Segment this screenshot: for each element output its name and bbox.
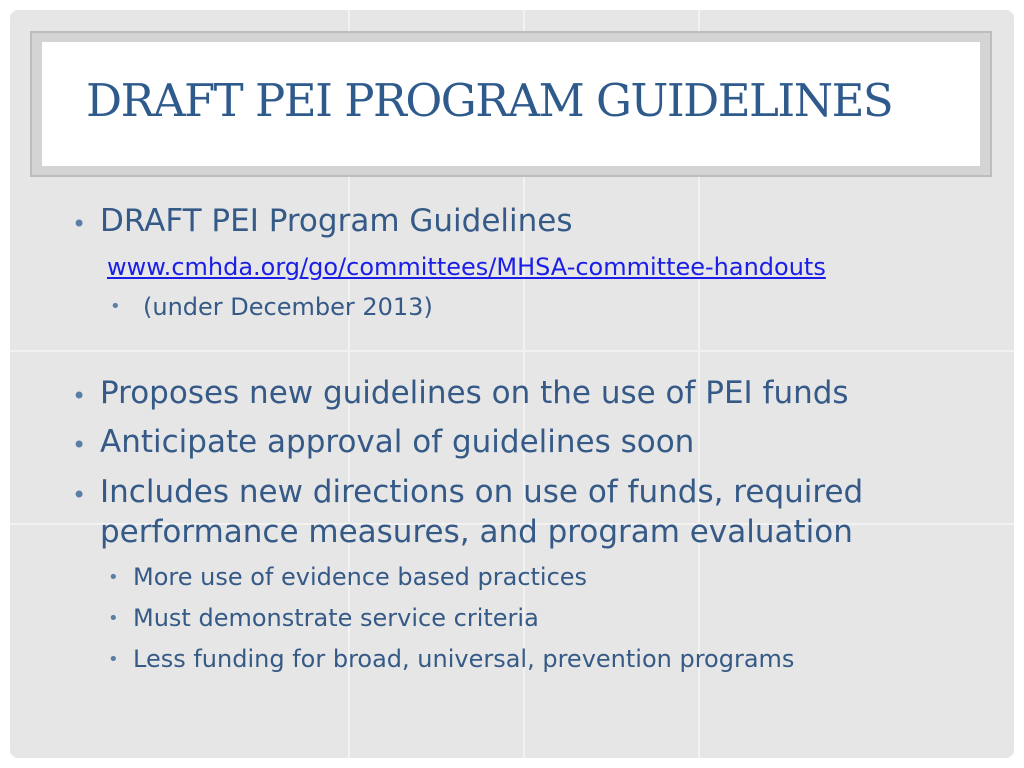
bullet-proposes: Proposes new guidelines on the use of PEI funds <box>100 375 849 411</box>
sub-bullet-evidence: More use of evidence based practices <box>133 563 588 591</box>
slide <box>10 10 1014 758</box>
bullet-draft-guidelines: DRAFT PEI Program Guidelines <box>100 203 573 239</box>
bullet-dot: • <box>72 481 87 509</box>
bullet-dot: • <box>72 210 87 238</box>
bullet-dot: • <box>72 431 87 459</box>
bullet-includes-line2: performance measures, and program evaluation <box>100 514 853 550</box>
sub-bullet-less-funding: Less funding for broad, universal, prevention programs <box>133 645 795 673</box>
slide-title: DRAFT PEI PROGRAM GUIDELINES <box>86 74 893 127</box>
handouts-link[interactable]: www.cmhda.org/go/committees/MHSA-committee-handouts <box>107 253 826 281</box>
bullet-dot: • <box>108 567 119 588</box>
bullet-dot: • <box>72 382 87 410</box>
bullet-list <box>10 10 1014 758</box>
bullet-anticipate: Anticipate approval of guidelines soon <box>100 424 695 460</box>
sub-bullet-december: (under December 2013) <box>143 293 433 321</box>
bullet-includes-line1: Includes new directions on use of funds, required <box>100 474 864 510</box>
bullet-dot: • <box>110 296 121 317</box>
bullet-dot: • <box>108 649 119 670</box>
sub-bullet-service-criteria: Must demonstrate service criteria <box>133 604 539 632</box>
bullet-dot: • <box>108 608 119 629</box>
